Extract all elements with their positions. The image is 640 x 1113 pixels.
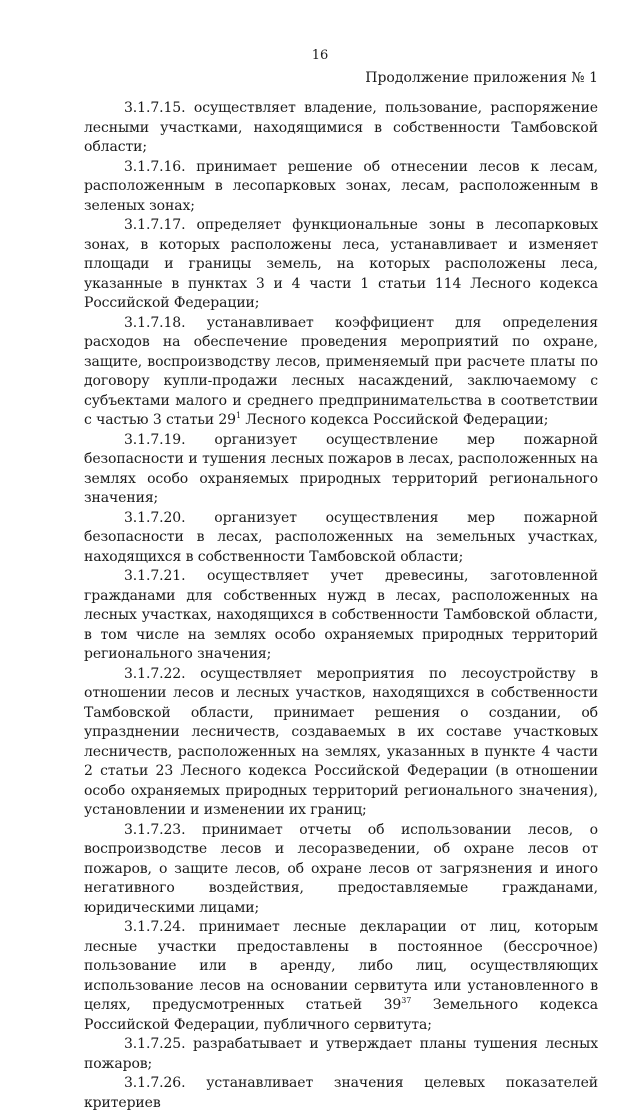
paragraph-3-1-7-18-tail: Лесного кодекса Российской Федерации; xyxy=(241,412,549,428)
paragraph-3-1-7-15: 3.1.7.15. осуществляет владение, пользование, распоряжение лесными участками, находящимися в собственности Тамбовской области; xyxy=(84,100,598,155)
article-superscript: 37 xyxy=(401,996,412,1005)
paragraph-3-1-7-24-text: 3.1.7.24. принимает лесные декларации от лиц, которым лесные участки предоставлены в постоянное (бессрочное) пользование или в аренду, либо лиц, осуществляющих использование лесов на основании сервитута или установленного в целях, предусмотренных статьей 39 xyxy=(84,919,598,1013)
paragraph-3-1-7-18 xyxy=(84,314,598,431)
page-number: 16 xyxy=(311,48,329,63)
document-body xyxy=(84,99,598,1113)
paragraph-3-1-7-18-text: 3.1.7.18. устанавливает коэффициент для определения расходов на обеспечение проведения мероприятий по охране, защите, воспроизводству лесов, применяемый при расчете платы по договору купли-продажи лесных насаждений, заключаемому с субъектами малого и среднего предпринимательства в соответствии с частью 3 статьи 29 xyxy=(84,314,598,428)
paragraph-3-1-7-22: 3.1.7.22. осуществляет мероприятия по лесоустройству в отношении лесов и лесных участков, находящихся в собственности Тамбовской области, принимает решения о создании, об упразднении лесничеств, создаваемых в их составе участковых лесничеств, расположенных на землях, указанных в пункте 4 части 2 статьи 23 Лесного кодекса Российской Федерации (в отношении особо охраняемых природных территорий регионального значения), установлении и изменении их границ; xyxy=(84,665,598,818)
paragraph-3-1-7-20: 3.1.7.20. организует осуществления мер пожарной безопасности в лесах, расположенных на земельных участках, находящихся в собственности Тамбовской области; xyxy=(84,509,598,565)
paragraph-3-1-7-21: 3.1.7.21. осуществляет учет древесины, заготовленной гражданами для собственных нужд в лесах, расположенных на лесных участках, находящихся в собственности Тамбовской области, в том числе на землях особо охраняемых природных территорий регионального значения; xyxy=(84,568,598,662)
appendix-continuation-note: Продолжение приложения № 1 xyxy=(365,70,598,86)
article-superscript: 1 xyxy=(236,411,241,420)
paragraph-3-1-7-26: 3.1.7.26. устанавливает значения целевых показателей критериев xyxy=(84,1075,598,1111)
paragraph-3-1-7-25: 3.1.7.25. разрабатывает и утверждает планы тушения лесных пожаров; xyxy=(84,1036,598,1072)
paragraph-3-1-7-24 xyxy=(84,918,598,1035)
paragraph-3-1-7-24-tail: Земельного кодекса Российской Федерации, публичного сервитута; xyxy=(84,997,598,1033)
paragraph-3-1-7-17: 3.1.7.17. определяет функциональные зоны в лесопарковых зонах, в которых расположены леса, устанавливает и изменяет площади и границы земель, на которых расположены леса, указанные в пунктах 3 и 4 части 1 статьи 114 Лесного кодекса Российской Федерации; xyxy=(84,217,598,311)
paragraph-3-1-7-16: 3.1.7.16. принимает решение об отнесении лесов к лесам, расположенным в лесопарковых зонах, лесам, расположенным в зеленых зонах; xyxy=(84,158,598,214)
paragraph-3-1-7-19: 3.1.7.19. организует осуществление мер пожарной безопасности и тушения лесных пожаров в лесах, расположенных на землях особо охраняемых природных территорий регионального значения; xyxy=(84,431,598,506)
paragraph-3-1-7-23: 3.1.7.23. принимает отчеты об использовании лесов, о воспроизводстве лесов и лесоразведении, об охране лесов от пожаров, о защите лесов, об охране лесов от загрязнения и иного негативного воздействия, предоставляемые гражданами, юридическими лицами; xyxy=(84,821,598,916)
